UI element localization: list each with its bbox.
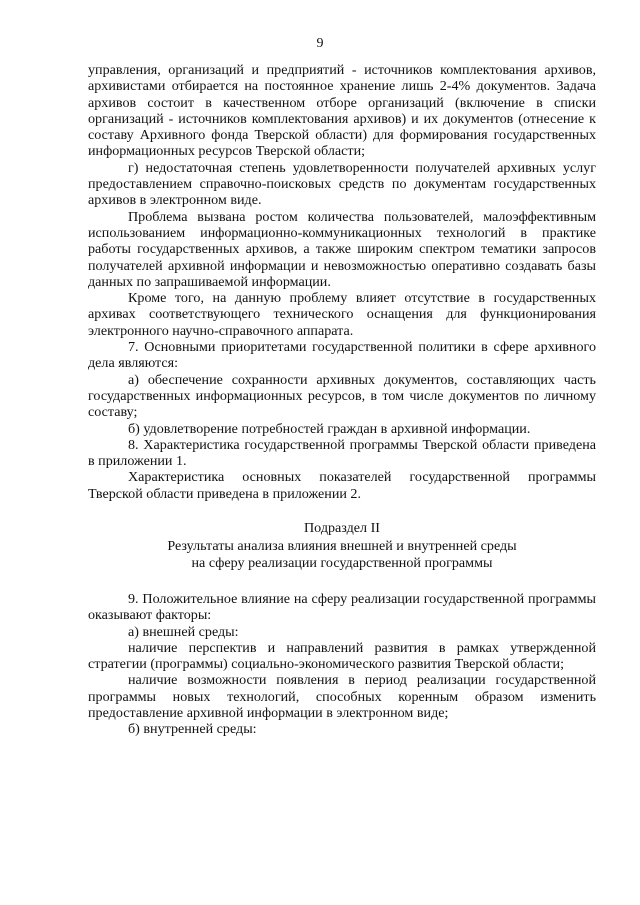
paragraph-appendix-1: 8. Характеристика государственной программы Тверской области приведена в приложении 1. — [88, 436, 596, 470]
paragraph-priorities: 7. Основными приоритетами государственной политики в сфере архивного дела являются: — [88, 339, 596, 372]
subsection-title-line-1: Результаты анализа влияния внешней и внутренней среды — [167, 538, 517, 555]
paragraph-new-technologies: наличие возможности появления в период реализации государственной программы новых технологий, способных коренным образом изменить предоставление архивной информации в электронном виде; — [88, 672, 596, 721]
paragraph-priority-a: а) обеспечение сохранности архивных документов, составляющих часть государственных информационных ресурсов, в том числе документов по личному составу; — [88, 371, 596, 421]
paragraph-external-environment: а) внешней среды: — [128, 623, 239, 640]
paragraph-internal-environment: б) внутренней среды: — [128, 721, 257, 738]
paragraph-positive-factors: 9. Положительное влияние на сферу реализации государственной программы оказывают факторы: — [88, 590, 596, 624]
paragraph-technical-equipment: Кроме того, на данную проблему влияет отсутствие в государственных архивах соответствующего технического оснащения для функционирования электронного научно-справочного аппарата. — [88, 290, 596, 339]
subsection-title-line-2: на сферу реализации государственной программы — [191, 554, 493, 571]
paragraph-archive-selection: управления, организаций и предприятий - источников комплектования архивов, архивистами отбирается на постоянное хранение лишь 2-4% документов. Задача архивов состоит в качественном отборе организаций (включение в списки организаций - источников комплектования архивов) и их документов (отнесение к составу Архивного фонда Тверской области) для формирования государственных информационных ресурсов Тверской области; — [88, 62, 596, 160]
document-body — [88, 62, 596, 738]
paragraph-item-g: г) недостаточная степень удовлетворенности получателей архивных услуг предоставлением справочно-поисковых средств по документам государственных архивов в электронном виде. — [88, 159, 596, 209]
page-number: 9 — [316, 36, 324, 51]
paragraph-strategy-prospects: наличие перспектив и направлений развития в рамках утвержденной стратегии (программы) социально-экономического развития Тверской области; — [88, 639, 596, 673]
paragraph-appendix-2: Характеристика основных показателей государственной программы Тверской области приведена в приложении 2. — [88, 469, 596, 502]
subsection-label: Подраздел II — [304, 520, 380, 537]
paragraph-problem-cause: Проблема вызвана ростом количества пользователей, малоэффективным использованием информационно-коммуникационных технологий в практике работы государственных архивов, а также широким спектром тематики запросов получателей архивной информации и невозможностью оперативно создавать базы данных по запрашиваемой информации. — [88, 208, 596, 290]
paragraph-priority-b: б) удовлетворение потребностей граждан в архивной информации. — [128, 420, 531, 437]
